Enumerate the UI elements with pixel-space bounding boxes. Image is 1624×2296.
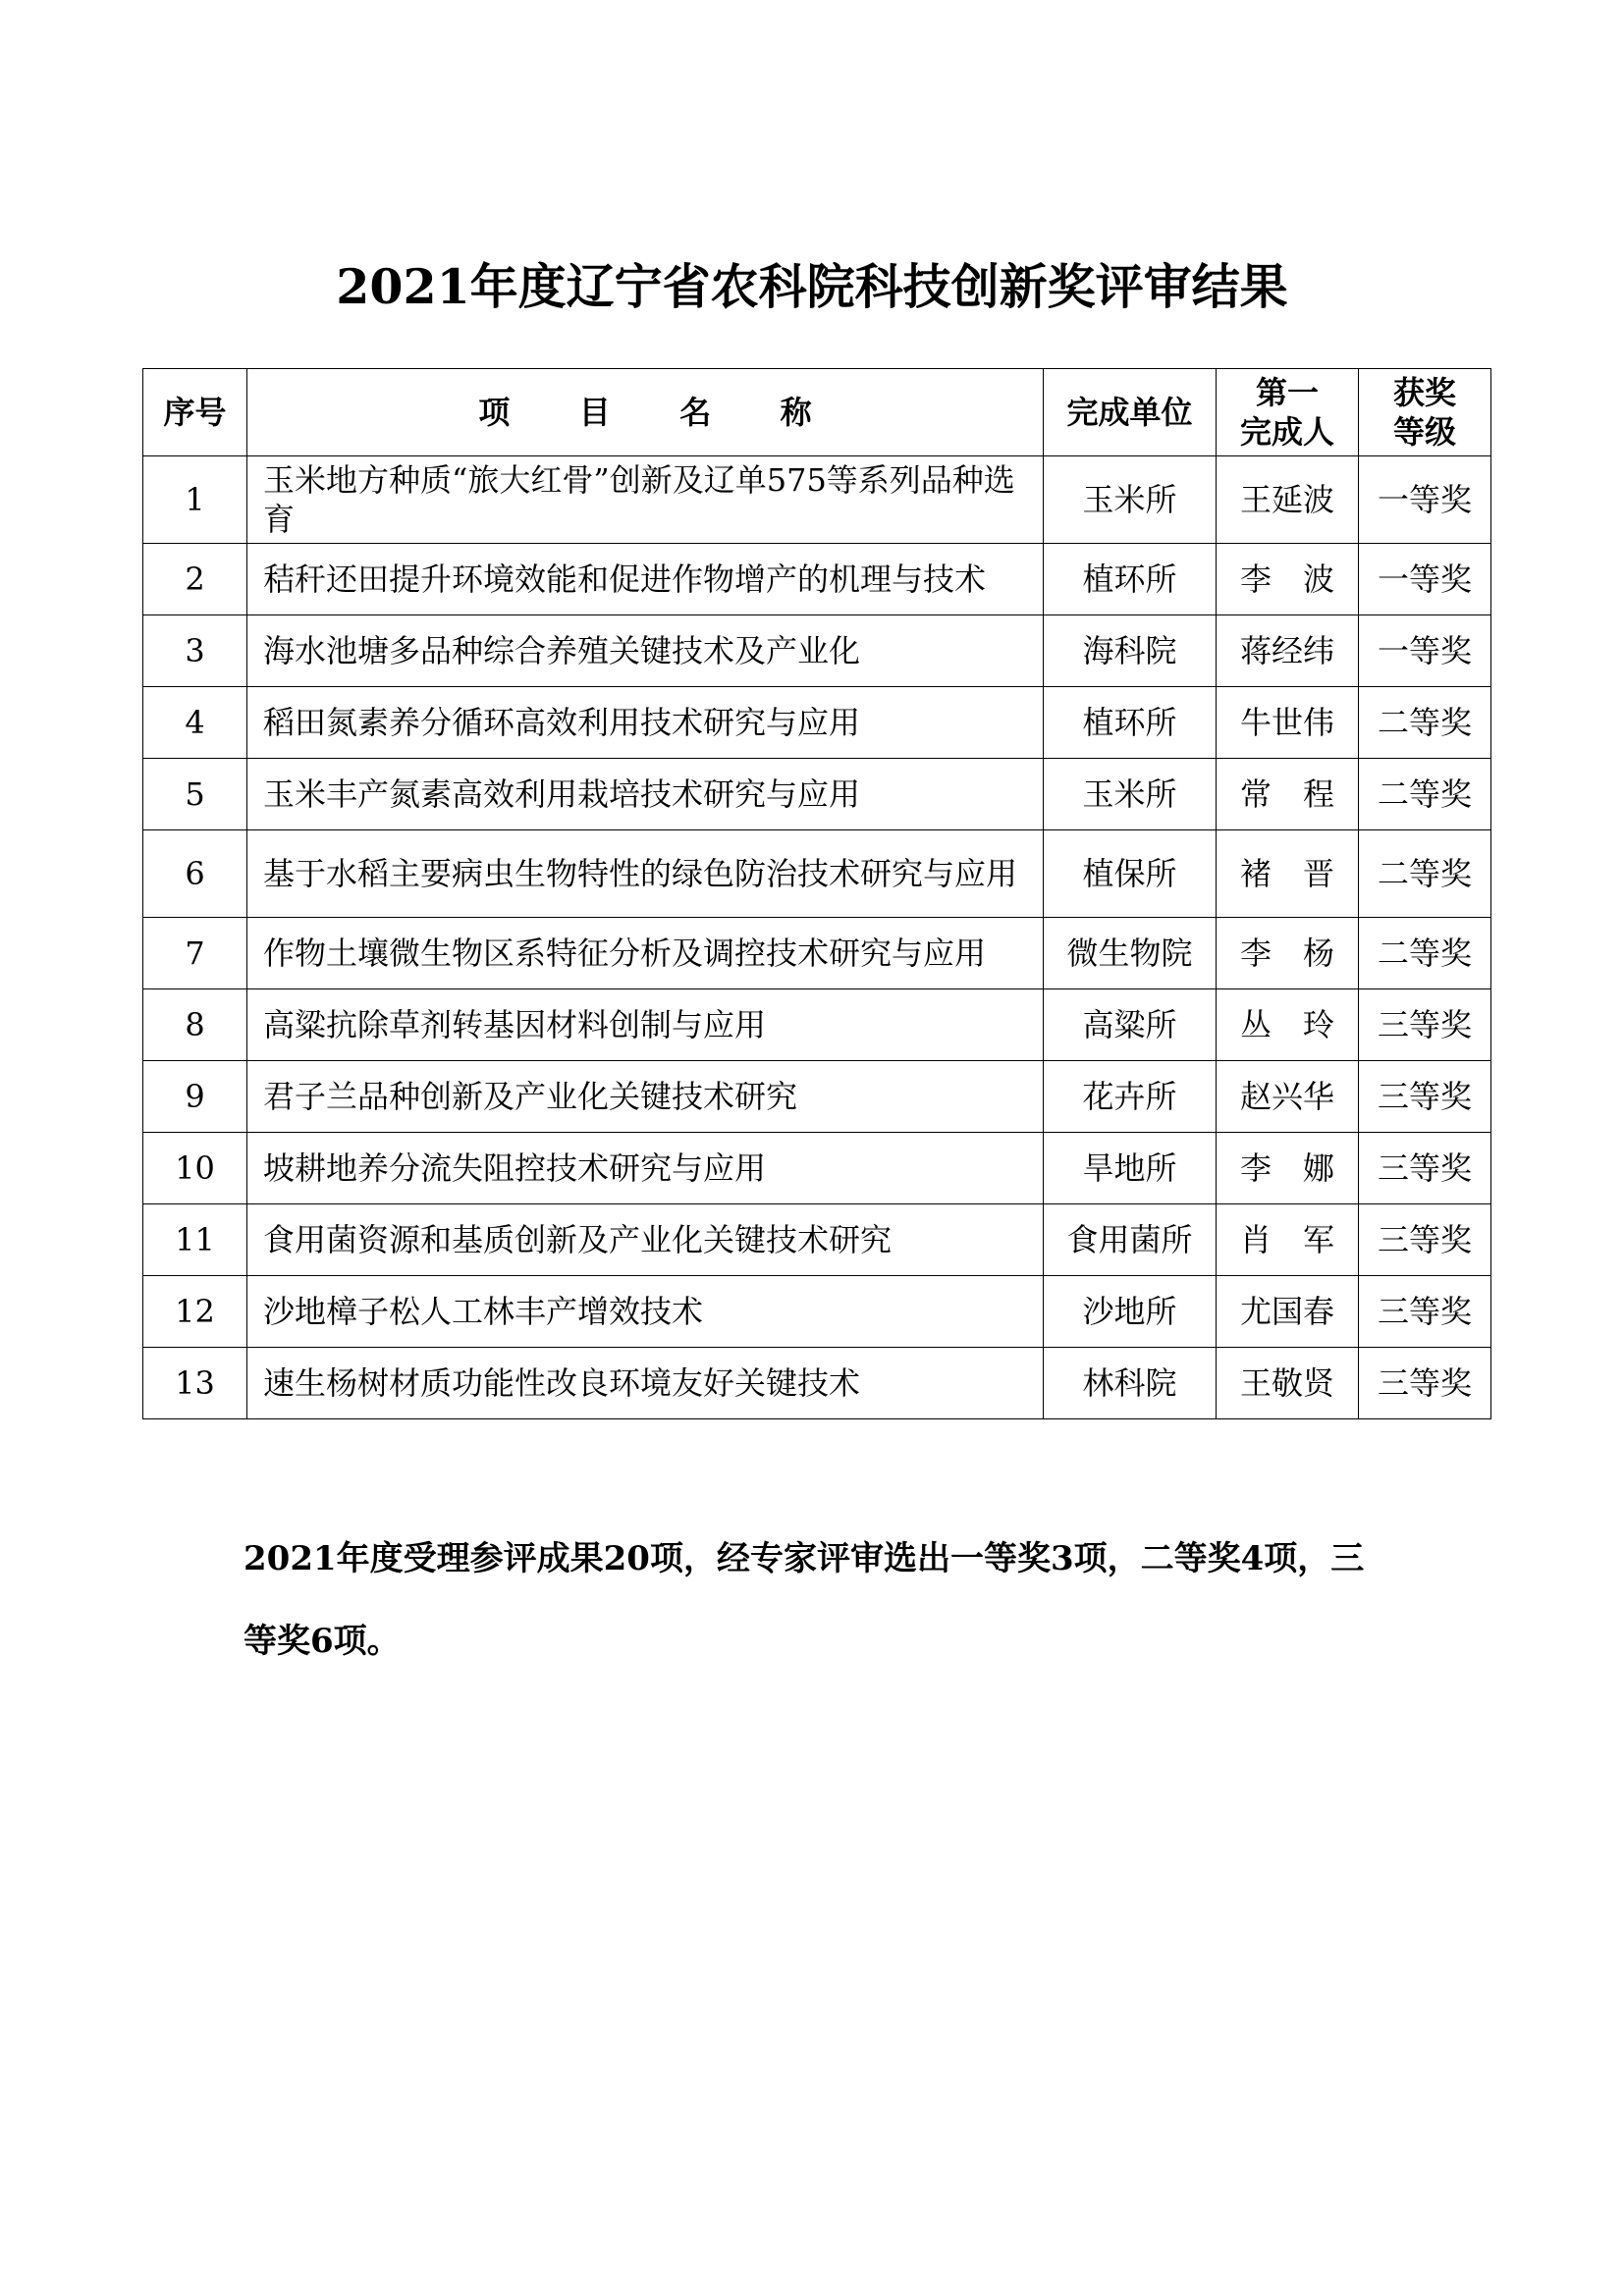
cell-index: 3 (143, 615, 247, 687)
cell-project-name: 作物土壤微生物区系特征分析及调控技术研究与应用 (247, 918, 1044, 989)
header-project-name (247, 369, 1044, 456)
header-first-person-line: 完成人 (1239, 413, 1334, 451)
header-award-line: 获奖 (1392, 374, 1456, 411)
header-award (1359, 369, 1491, 456)
table-row (143, 918, 1491, 989)
cell-person: 李 波 (1217, 544, 1359, 615)
cell-person: 褚 晋 (1217, 830, 1359, 918)
cell-index: 12 (143, 1276, 247, 1348)
cell-index: 11 (143, 1204, 247, 1276)
table-row (143, 1348, 1491, 1419)
cell-index: 2 (143, 544, 247, 615)
cell-project-name: 坡耕地养分流失阻控技术研究与应用 (247, 1133, 1044, 1204)
cell-project-name: 高粱抗除草剂转基因材料创制与应用 (247, 989, 1044, 1061)
cell-index: 10 (143, 1133, 247, 1204)
cell-index: 1 (143, 456, 247, 544)
cell-award: 三等奖 (1359, 1133, 1491, 1204)
cell-person: 王敬贤 (1217, 1348, 1359, 1419)
table-row (143, 1061, 1491, 1133)
cell-project-name: 沙地樟子松人工林丰产增效技术 (247, 1276, 1044, 1348)
cell-unit: 食用菌所 (1044, 1204, 1217, 1276)
table-row (143, 989, 1491, 1061)
cell-project-name: 秸秆还田提升环境效能和促进作物增产的机理与技术 (247, 544, 1044, 615)
cell-unit: 旱地所 (1044, 1133, 1217, 1204)
cell-index: 6 (143, 830, 247, 918)
cell-person: 丛 玲 (1217, 989, 1359, 1061)
cell-award: 三等奖 (1359, 1061, 1491, 1133)
cell-person: 李 杨 (1217, 918, 1359, 989)
table-row (143, 830, 1491, 918)
header-award-line: 等级 (1392, 413, 1456, 451)
header-first-person (1217, 369, 1359, 456)
cell-unit: 海科院 (1044, 615, 1217, 687)
cell-award: 二等奖 (1359, 918, 1491, 989)
table-row (143, 456, 1491, 544)
cell-index: 9 (143, 1061, 247, 1133)
cell-index: 4 (143, 687, 247, 759)
header-index: 序号 (143, 369, 247, 456)
cell-project-name: 速生杨树材质功能性改良环境友好关键技术 (247, 1348, 1044, 1419)
cell-award: 一等奖 (1359, 456, 1491, 544)
cell-person: 赵兴华 (1217, 1061, 1359, 1133)
header-first-person-line: 第一 (1255, 374, 1319, 411)
table-row (143, 759, 1491, 830)
cell-project-name: 海水池塘多品种综合养殖关键技术及产业化 (247, 615, 1044, 687)
cell-unit: 沙地所 (1044, 1276, 1217, 1348)
cell-unit: 植保所 (1044, 830, 1217, 918)
cell-index: 8 (143, 989, 247, 1061)
cell-person: 肖 军 (1217, 1204, 1359, 1276)
summary-paragraph: 2021年度受理参评成果20项，经专家评审选出一等奖3项，二等奖4项，三等奖6项。 (244, 1539, 1365, 1661)
cell-project-name: 食用菌资源和基质创新及产业化关键技术研究 (247, 1204, 1044, 1276)
cell-award: 一等奖 (1359, 544, 1491, 615)
header-unit: 完成单位 (1044, 369, 1217, 456)
cell-person: 常 程 (1217, 759, 1359, 830)
page-title: 2021年度辽宁省农科院科技创新奖评审结果 (336, 258, 1288, 315)
cell-person: 王延波 (1217, 456, 1359, 544)
table-row (143, 615, 1491, 687)
header-project-name-part: 项 (478, 394, 511, 431)
table-row (143, 544, 1491, 615)
cell-person: 尤国春 (1217, 1276, 1359, 1348)
header-project-name-part: 目 (578, 394, 611, 431)
cell-award: 二等奖 (1359, 687, 1491, 759)
header-project-name-part: 名 (679, 394, 712, 431)
cell-award: 三等奖 (1359, 989, 1491, 1061)
table-row (143, 1276, 1491, 1348)
cell-index: 5 (143, 759, 247, 830)
cell-unit: 微生物院 (1044, 918, 1217, 989)
cell-project-name: 玉米地方种质“旅大红骨”创新及辽单575等系列品种选育 (247, 456, 1044, 544)
results-table (142, 368, 1491, 1419)
cell-unit: 高粱所 (1044, 989, 1217, 1061)
cell-person: 牛世伟 (1217, 687, 1359, 759)
cell-award: 三等奖 (1359, 1276, 1491, 1348)
cell-unit: 花卉所 (1044, 1061, 1217, 1133)
cell-index: 13 (143, 1348, 247, 1419)
cell-unit: 植环所 (1044, 687, 1217, 759)
cell-unit: 玉米所 (1044, 456, 1217, 544)
cell-unit: 玉米所 (1044, 759, 1217, 830)
cell-award: 二等奖 (1359, 830, 1491, 918)
cell-award: 三等奖 (1359, 1204, 1491, 1276)
table-row (143, 1204, 1491, 1276)
table-header-row (143, 369, 1491, 456)
cell-project-name: 君子兰品种创新及产业化关键技术研究 (247, 1061, 1044, 1133)
cell-project-name: 稻田氮素养分循环高效利用技术研究与应用 (247, 687, 1044, 759)
cell-award: 一等奖 (1359, 615, 1491, 687)
cell-unit: 林科院 (1044, 1348, 1217, 1419)
cell-award: 三等奖 (1359, 1348, 1491, 1419)
cell-unit: 植环所 (1044, 544, 1217, 615)
cell-person: 蒋经纬 (1217, 615, 1359, 687)
table-row (143, 1133, 1491, 1204)
cell-person: 李 娜 (1217, 1133, 1359, 1204)
cell-index: 7 (143, 918, 247, 989)
cell-award: 二等奖 (1359, 759, 1491, 830)
header-project-name-part: 称 (780, 394, 812, 431)
table-row (143, 687, 1491, 759)
cell-project-name: 玉米丰产氮素高效利用栽培技术研究与应用 (247, 759, 1044, 830)
cell-project-name: 基于水稻主要病虫生物特性的绿色防治技术研究与应用 (247, 830, 1044, 918)
